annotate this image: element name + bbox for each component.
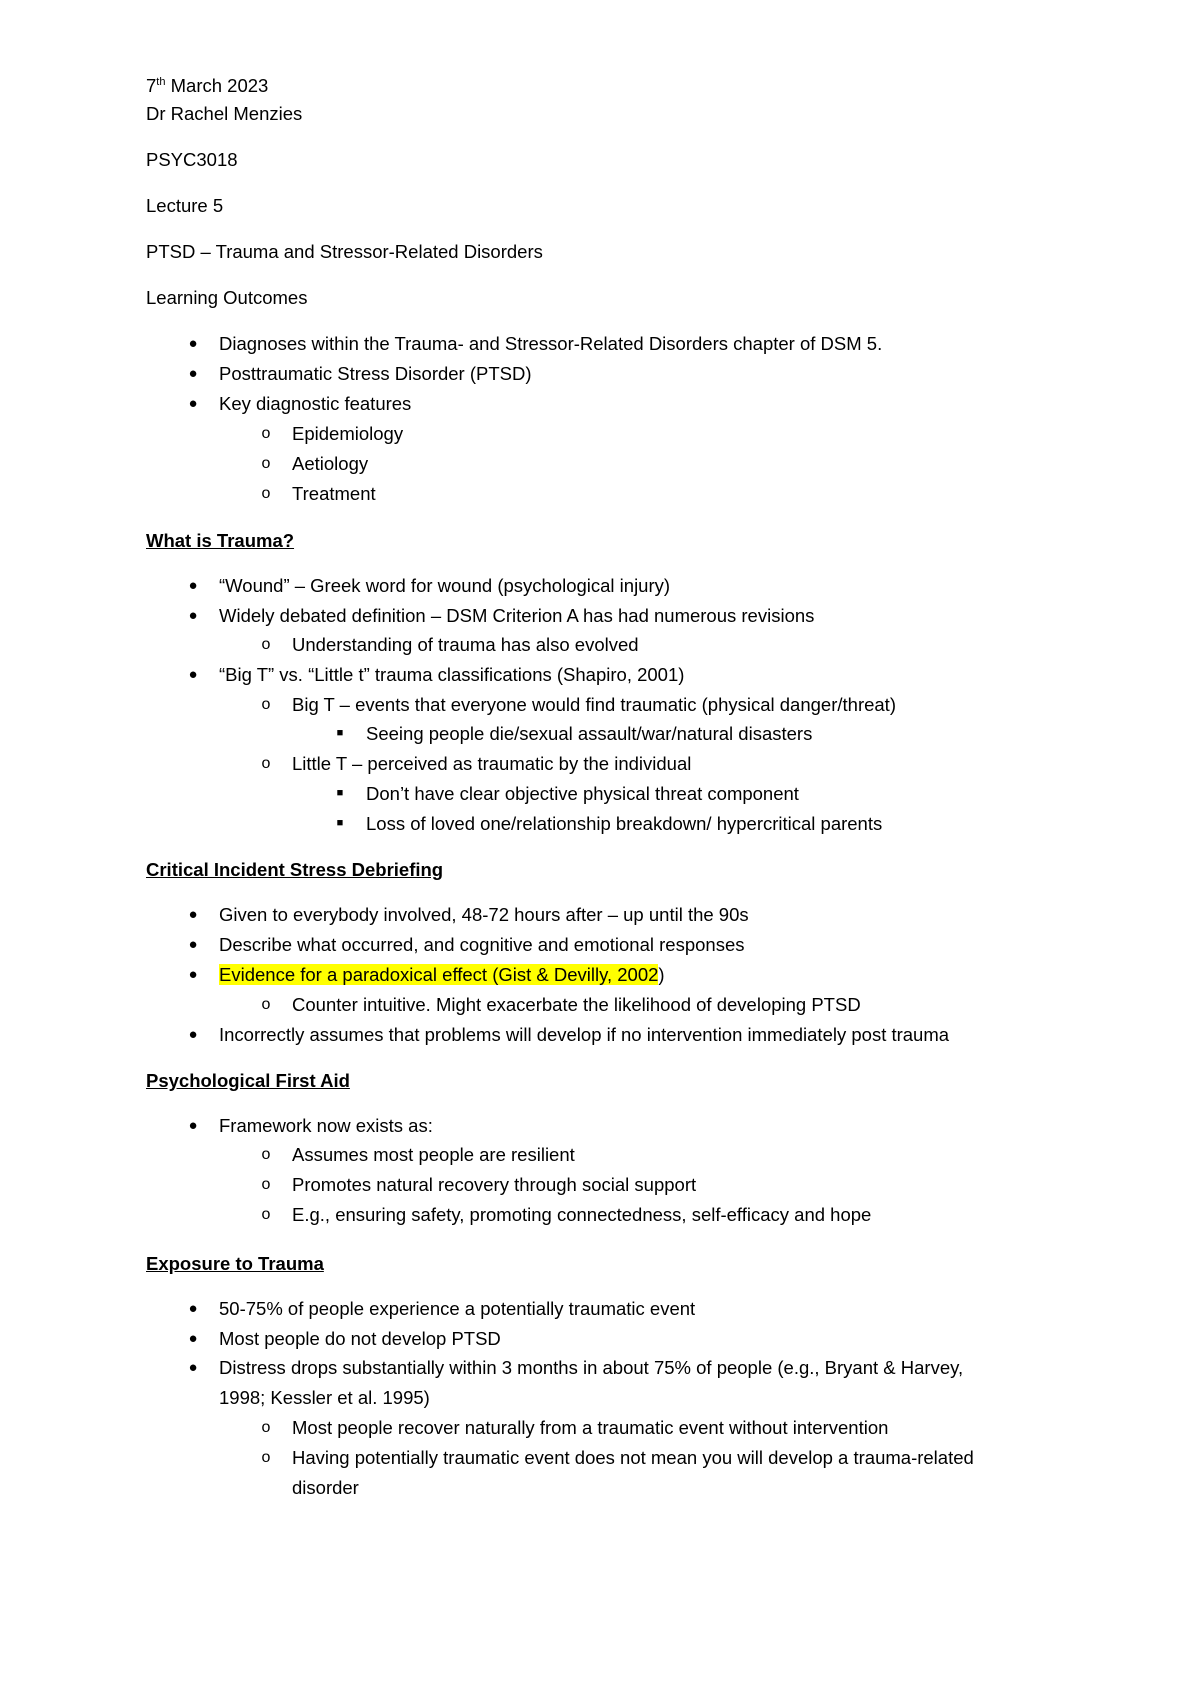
bullet-disc-icon: ●: [188, 577, 198, 594]
list-item: Given to everybody involved, 48-72 hours after – up until the 90s: [219, 904, 749, 925]
list-item-continuation: disorder: [292, 1477, 359, 1498]
list-item: Big T – events that everyone would find traumatic (physical danger/threat): [292, 694, 896, 715]
bullet-circle-icon: o: [261, 755, 271, 772]
bullet-circle-icon: o: [261, 1419, 271, 1436]
section-heading-exposure: Exposure to Trauma: [146, 1253, 324, 1274]
bullet-disc-icon: ●: [188, 607, 198, 624]
list-item: “Big T” vs. “Little t” trauma classifications (Shapiro, 2001): [219, 664, 685, 685]
list-item-continuation: 1998; Kessler et al. 1995): [219, 1387, 430, 1408]
list-item: E.g., ensuring safety, promoting connectedness, self-efficacy and hope: [292, 1204, 872, 1225]
bullet-circle-icon: o: [261, 455, 271, 472]
bullet-disc-icon: ●: [188, 395, 198, 412]
list-item: Understanding of trauma has also evolved: [292, 634, 639, 655]
list-item: “Wound” – Greek word for wound (psychological injury): [219, 575, 671, 596]
list-item: Diagnoses within the Trauma- and Stressor-Related Disorders chapter of DSM 5.: [219, 333, 883, 354]
list-item: Counter intuitive. Might exacerbate the likelihood of developing PTSD: [292, 994, 861, 1015]
bullet-circle-icon: o: [261, 996, 271, 1013]
lecture-date: [146, 72, 268, 100]
bullet-disc-icon: ●: [188, 1330, 198, 1347]
bullet-square-icon: ■: [336, 817, 344, 829]
date-month-year: March 2023: [170, 75, 269, 96]
list-item: Promotes natural recovery through social support: [292, 1174, 697, 1195]
list-item: Most people recover naturally from a traumatic event without intervention: [292, 1417, 889, 1438]
list-item: Key diagnostic features: [219, 393, 412, 414]
bullet-circle-icon: o: [261, 1176, 271, 1193]
list-item-highlighted: [219, 961, 665, 989]
bullet-disc-icon: ●: [188, 936, 198, 953]
list-item: Seeing people die/sexual assault/war/natural disasters: [366, 723, 813, 744]
list-item: Having potentially traumatic event does not mean you will develop a trauma-related: [292, 1447, 974, 1468]
lecture-number: Lecture 5: [146, 195, 224, 216]
bullet-circle-icon: o: [261, 485, 271, 502]
bullet-circle-icon: o: [261, 1146, 271, 1163]
bullet-disc-icon: ●: [188, 906, 198, 923]
lecture-topic: PTSD – Trauma and Stressor-Related Disorders: [146, 241, 543, 262]
list-item: 50-75% of people experience a potentially traumatic event: [219, 1298, 696, 1319]
list-item: Little T – perceived as traumatic by the individual: [292, 753, 692, 774]
section-heading-trauma: What is Trauma?: [146, 530, 295, 551]
list-item: Distress drops substantially within 3 months in about 75% of people (e.g., Bryant & Harvey,: [219, 1357, 964, 1378]
list-item: Describe what occurred, and cognitive and emotional responses: [219, 934, 745, 955]
list-item: Posttraumatic Stress Disorder (PTSD): [219, 363, 532, 384]
list-item: Widely debated definition – DSM Criterion A has had numerous revisions: [219, 605, 815, 626]
bullet-disc-icon: ●: [188, 1117, 198, 1134]
bullet-circle-icon: o: [261, 696, 271, 713]
closing-paren: ): [658, 964, 665, 985]
author-name: Dr Rachel Menzies: [146, 103, 303, 124]
bullet-circle-icon: o: [261, 1206, 271, 1223]
bullet-square-icon: ■: [336, 787, 344, 799]
date-suffix: th: [156, 75, 166, 88]
list-item: Epidemiology: [292, 423, 404, 444]
date-day: 7: [146, 75, 157, 96]
section-heading-debriefing: Critical Incident Stress Debriefing: [146, 859, 444, 880]
course-code: PSYC3018: [146, 149, 238, 170]
list-item: Assumes most people are resilient: [292, 1144, 575, 1165]
learning-outcomes-heading: Learning Outcomes: [146, 287, 308, 308]
list-item: Framework now exists as:: [219, 1115, 433, 1136]
bullet-disc-icon: ●: [188, 966, 198, 983]
bullet-disc-icon: ●: [188, 1026, 198, 1043]
list-item: Treatment: [292, 483, 376, 504]
bullet-circle-icon: o: [261, 1449, 271, 1466]
section-heading-first-aid: Psychological First Aid: [146, 1070, 350, 1091]
bullet-disc-icon: ●: [188, 335, 198, 352]
list-item: Don’t have clear objective physical threat component: [366, 783, 799, 804]
list-item: Loss of loved one/relationship breakdown/ hypercritical parents: [366, 813, 883, 834]
bullet-circle-icon: o: [261, 636, 271, 653]
bullet-disc-icon: ●: [188, 365, 198, 382]
bullet-disc-icon: ●: [188, 666, 198, 683]
bullet-disc-icon: ●: [188, 1359, 198, 1376]
list-item: Most people do not develop PTSD: [219, 1328, 501, 1349]
list-item: Aetiology: [292, 453, 369, 474]
bullet-square-icon: ■: [336, 727, 344, 739]
bullet-disc-icon: ●: [188, 1300, 198, 1317]
list-item: Incorrectly assumes that problems will develop if no intervention immediately post trauma: [219, 1024, 950, 1045]
highlighted-text: Evidence for a paradoxical effect (Gist & Devilly, 2002: [219, 964, 659, 985]
bullet-circle-icon: o: [261, 425, 271, 442]
